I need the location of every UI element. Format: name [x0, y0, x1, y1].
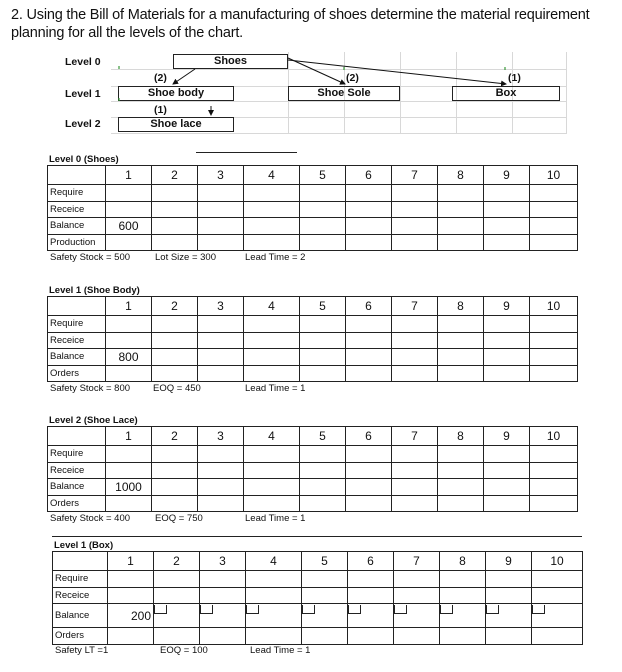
period-header: 10 [532, 552, 583, 571]
period-header: 2 [152, 297, 198, 316]
period-header: 6 [346, 427, 392, 446]
arrow-to-shoe-sole [288, 58, 345, 84]
period-header: 8 [440, 552, 486, 571]
footer-eoq: EOQ = 100 [160, 645, 208, 656]
qty-shoe-lace: (1) [154, 104, 167, 116]
row-label: Require [48, 185, 106, 202]
corner-cell [48, 427, 106, 446]
level-2-label: Level 2 [65, 118, 101, 130]
period-header: 5 [300, 427, 346, 446]
cell-bracket-icon [302, 605, 315, 614]
mrp-table-shoe-lace [47, 413, 577, 528]
footer-eoq: EOQ = 450 [153, 383, 201, 394]
period-header: 3 [198, 297, 244, 316]
period-header: 1 [108, 552, 154, 571]
period-header: 5 [300, 297, 346, 316]
cell-bracket-icon [532, 605, 545, 614]
row-label: Require [48, 316, 106, 333]
period-header: 5 [300, 166, 346, 185]
arrow-to-box [288, 60, 506, 84]
cell-bracket-icon [394, 605, 407, 614]
bom-node-shoe-sole: Shoe Sole [288, 86, 400, 101]
period-header: 1 [106, 427, 152, 446]
table-title: Level 0 (Shoes) [49, 154, 119, 165]
row-label: Balance [48, 349, 106, 366]
period-header: 4 [246, 552, 302, 571]
bom-node-shoe-body: Shoe body [118, 86, 234, 101]
period-header: 4 [244, 166, 300, 185]
corner-cell [48, 166, 106, 185]
row-label: Receice [48, 332, 106, 349]
bom-connectors [55, 52, 567, 134]
cell-bracket-icon [486, 605, 499, 614]
period-header: 4 [244, 297, 300, 316]
period-header: 9 [486, 552, 532, 571]
period-header: 4 [244, 427, 300, 446]
arrow-to-shoe-body [173, 69, 195, 84]
period-header: 1 [106, 166, 152, 185]
footer-lot-size: Lot Size = 300 [155, 252, 217, 263]
table-title: Level 1 (Shoe Body) [49, 285, 140, 296]
table-title: Level 1 (Box) [54, 540, 114, 551]
qty-shoe-body: (2) [154, 72, 167, 84]
period-header: 7 [394, 552, 440, 571]
row-label: Orders [53, 628, 108, 645]
footer-safety-stock: Safety Stock = 800 [50, 383, 131, 394]
mrp-table-shoes [47, 152, 577, 267]
period-header: 6 [348, 552, 394, 571]
corner-cell [48, 297, 106, 316]
footer-lead-time: Lead Time = 1 [250, 645, 311, 656]
period-header: 2 [154, 552, 200, 571]
period-header: 3 [200, 552, 246, 571]
row-label: Require [48, 446, 106, 463]
period-header: 10 [530, 166, 578, 185]
row-label: Receice [48, 462, 106, 479]
period-header: 2 [152, 166, 198, 185]
period-header: 9 [484, 427, 530, 446]
row-label: Receice [53, 587, 108, 604]
bom-node-shoes: Shoes [173, 54, 288, 69]
period-header: 8 [438, 427, 484, 446]
level-1-label: Level 1 [65, 88, 101, 100]
period-header: 2 [152, 427, 198, 446]
row-label: Orders [48, 495, 106, 512]
row-label: Receice [48, 201, 106, 218]
bom-node-shoe-lace: Shoe lace [118, 117, 234, 132]
period-header: 6 [346, 166, 392, 185]
footer-safety-stock: Safety Stock = 500 [50, 252, 131, 263]
cell-bracket-icon [154, 605, 167, 614]
corner-cell [53, 552, 108, 571]
footer-lead-time: Lead Time = 1 [245, 513, 306, 524]
cell-bracket-icon [246, 605, 259, 614]
period-header: 7 [392, 297, 438, 316]
cell-bracket-icon [348, 605, 361, 614]
row-label: Balance [53, 604, 108, 628]
balance-value: 200 [108, 604, 154, 628]
mrp-table-box [52, 536, 582, 661]
period-header: 10 [530, 427, 578, 446]
cell-bracket-icon [440, 605, 453, 614]
row-label: Require [53, 571, 108, 588]
footer-lead-time: Lead Time = 2 [245, 252, 306, 263]
qty-shoe-sole: (2) [346, 72, 359, 84]
balance-value: 1000 [106, 479, 152, 496]
bom-chart [55, 52, 567, 134]
period-header: 7 [392, 166, 438, 185]
cell-bracket-icon [200, 605, 213, 614]
period-header: 7 [392, 427, 438, 446]
mrp-table-shoe-body [47, 283, 577, 398]
period-header: 3 [198, 166, 244, 185]
period-header: 10 [530, 297, 578, 316]
qty-box: (1) [508, 72, 521, 84]
period-header: 9 [484, 166, 530, 185]
row-label: Orders [48, 365, 106, 382]
period-header: 3 [198, 427, 244, 446]
period-header: 9 [484, 297, 530, 316]
footer-safety-stock: Safety Stock = 400 [50, 513, 131, 524]
footer-safety-lt: Safety LT =1 [55, 645, 109, 656]
period-header: 1 [106, 297, 152, 316]
period-header: 8 [438, 297, 484, 316]
row-label: Production [48, 234, 106, 251]
question-text: 2. Using the Bill of Materials for a manufacturing of shoes determine the material requirement planning for all the levels of the chart. [11, 7, 590, 41]
level-0-label: Level 0 [65, 56, 101, 68]
row-label: Balance [48, 479, 106, 496]
table-title: Level 2 (Shoe Lace) [49, 415, 138, 426]
footer-lead-time: Lead Time = 1 [245, 383, 306, 394]
period-header: 5 [302, 552, 348, 571]
row-label: Balance [48, 218, 106, 235]
footer-eoq: EOQ = 750 [155, 513, 203, 524]
balance-value: 800 [106, 349, 152, 366]
balance-value: 600 [106, 218, 152, 235]
period-header: 8 [438, 166, 484, 185]
period-header: 6 [346, 297, 392, 316]
bom-node-box: Box [452, 86, 560, 101]
